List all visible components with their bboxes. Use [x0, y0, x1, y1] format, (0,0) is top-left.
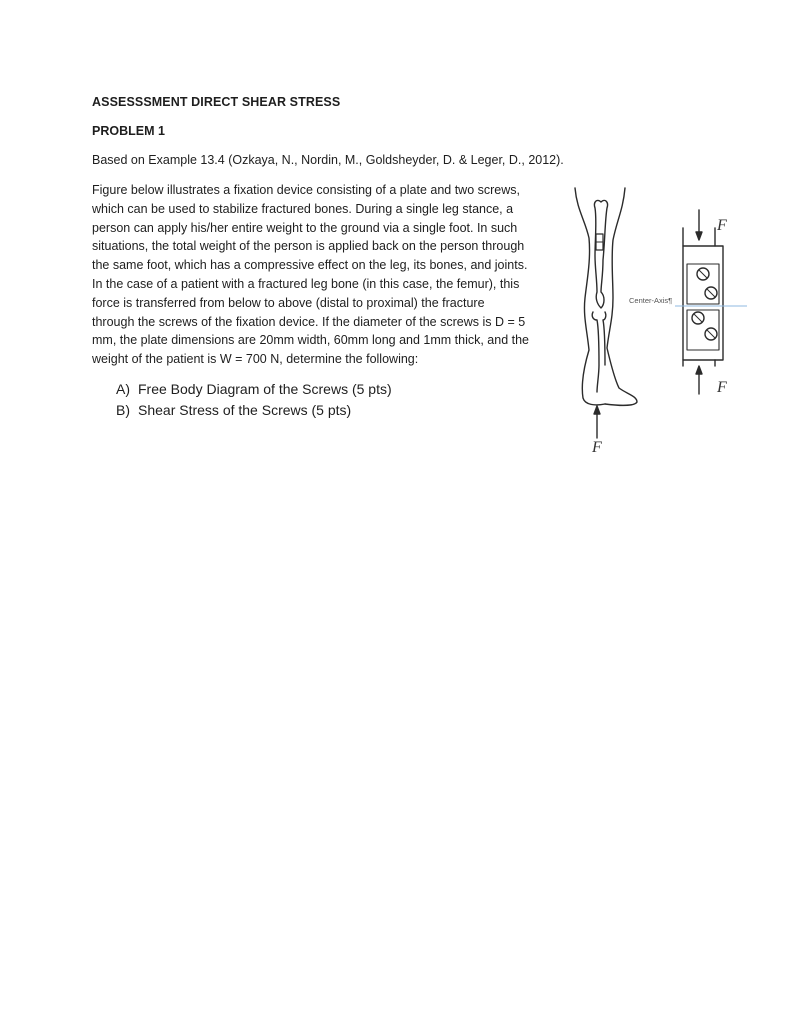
paragraph-line: Figure below illustrates a fixation device consisting of a plate and two screws, [92, 183, 520, 197]
screw-4 [705, 328, 717, 340]
paragraph-line: which can be used to stabilize fractured bones. During a single leg stance, a [92, 201, 514, 216]
fixation-device-figure [565, 180, 765, 460]
paragraph-line: In the case of a patient with a fractured leg bone (in this case, the femur), this [92, 276, 520, 291]
task-text: Shear Stress of the Screws (5 pts) [138, 402, 352, 418]
force-label-bottom: F [717, 379, 727, 396]
screw-2 [705, 287, 717, 299]
force-label-top: F [717, 217, 727, 234]
force-label-leg: F [592, 439, 602, 456]
paragraph-line: person can apply his/her entire weight to the ground via a single foot. In such [92, 220, 518, 235]
tibia-bone [592, 312, 599, 392]
problem-paragraph [92, 181, 562, 369]
paragraph-line: force is transferred from below to above (distal to proximal) the fracture [92, 295, 485, 310]
center-axis-label: Center-Axis¶ [629, 296, 673, 305]
source-citation: Based on Example 13.4 (Ozkaya, N., Nordin, M., Goldsheyder, D. & Leger, D., 2012). [92, 153, 564, 167]
task-item-a [116, 379, 392, 400]
figure-svg [565, 180, 765, 460]
task-text: Free Body Diagram of the Screws (5 pts) [138, 381, 392, 397]
task-item-b [116, 400, 392, 421]
leg-outline-left [575, 188, 605, 405]
paragraph-line: through the screws of the fixation device. If the diameter of the screws is D = 5 [92, 314, 526, 329]
plate-detail [683, 246, 723, 360]
screw-1 [697, 268, 709, 280]
document-title: ASSESSSMENT DIRECT SHEAR STRESS [92, 95, 341, 109]
task-list [116, 379, 392, 421]
paragraph-line: situations, the total weight of the person is applied back on the person through [92, 239, 525, 254]
task-label: B) [116, 402, 130, 418]
problem-heading: PROBLEM 1 [92, 124, 165, 138]
task-label: A) [116, 381, 130, 397]
femur-bone [594, 200, 607, 308]
paragraph-line: weight of the patient is W = 700 N, determine the following: [92, 352, 419, 367]
paragraph-line: mm, the plate dimensions are 20mm width, 60mm long and 1mm thick, and the [92, 333, 530, 348]
paragraph-line: the same foot, which has a compressive effect on the leg, its bones, and joints. [92, 258, 528, 273]
screw-3 [692, 312, 704, 324]
